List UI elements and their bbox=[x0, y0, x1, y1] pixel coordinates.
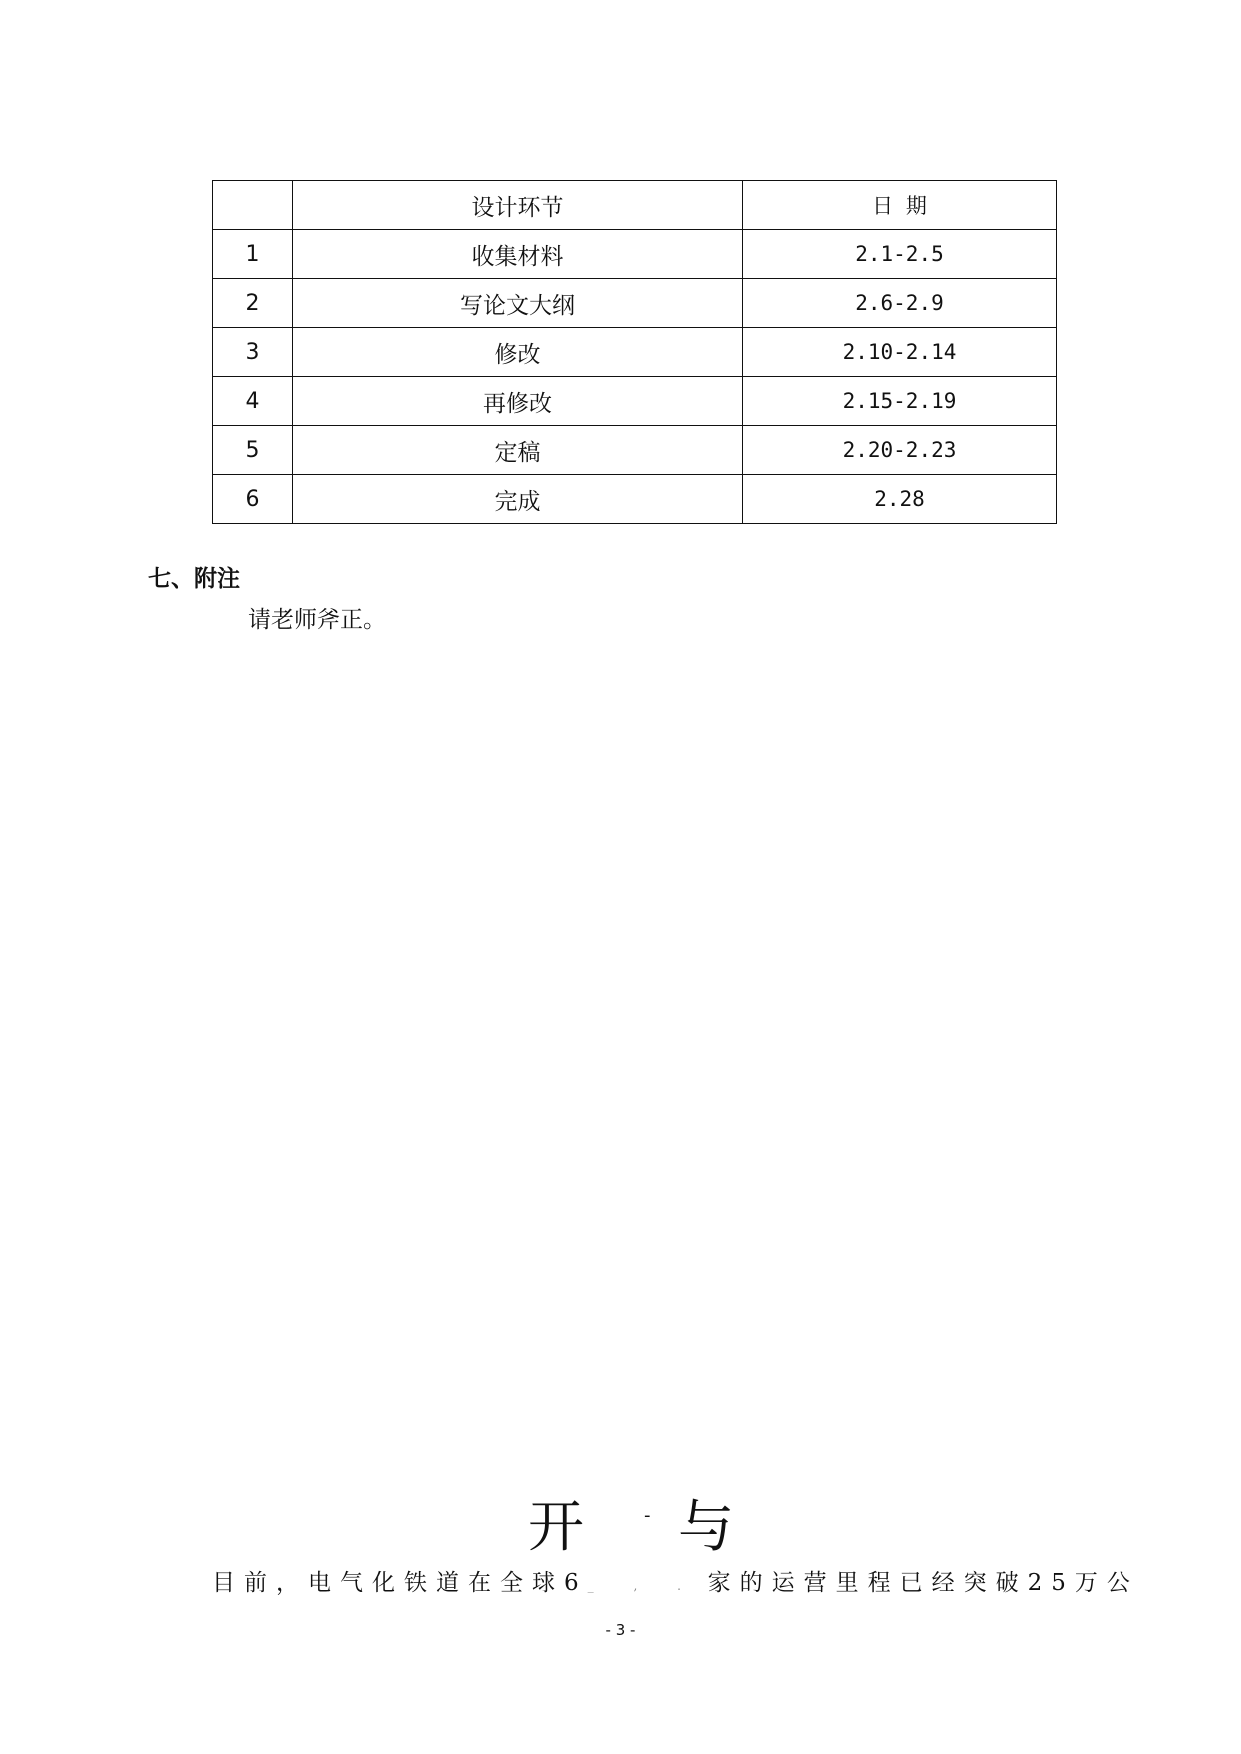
row-date: 2.15-2.19 bbox=[743, 377, 1057, 426]
header-stage: 设计环节 bbox=[293, 181, 743, 230]
table-row bbox=[213, 279, 1057, 328]
section-heading: 七、附注 bbox=[148, 566, 240, 592]
note-text: 请老师斧正。 bbox=[248, 607, 386, 633]
next-page-body-line bbox=[212, 1564, 1139, 1597]
row-date: 2.10-2.14 bbox=[743, 328, 1057, 377]
line-start: 目前，电气化铁道在全球6 bbox=[212, 1570, 588, 1596]
table-header-row bbox=[213, 181, 1057, 230]
table-row bbox=[213, 475, 1057, 524]
row-number: 2 bbox=[213, 279, 293, 328]
row-number: 5 bbox=[213, 426, 293, 475]
next-page-title bbox=[528, 1488, 748, 1568]
row-number: 3 bbox=[213, 328, 293, 377]
row-number: 1 bbox=[213, 230, 293, 279]
row-number: 6 bbox=[213, 475, 293, 524]
title-left-char: 开 bbox=[528, 1495, 584, 1560]
title-mark: - bbox=[644, 1505, 651, 1526]
row-date: 2.28 bbox=[743, 475, 1057, 524]
row-stage: 修改 bbox=[293, 328, 743, 377]
page-number: - 3 - bbox=[605, 1621, 636, 1639]
table-row bbox=[213, 230, 1057, 279]
header-date: 日 期 bbox=[743, 181, 1057, 230]
row-number: 4 bbox=[213, 377, 293, 426]
line-gap: _ , . bbox=[587, 1579, 699, 1593]
row-date: 2.1-2.5 bbox=[743, 230, 1057, 279]
table-row bbox=[213, 377, 1057, 426]
row-date: 2.20-2.23 bbox=[743, 426, 1057, 475]
row-stage: 完成 bbox=[293, 475, 743, 524]
row-stage: 写论文大纲 bbox=[293, 279, 743, 328]
row-date: 2.6-2.9 bbox=[743, 279, 1057, 328]
table-row bbox=[213, 328, 1057, 377]
table-row bbox=[213, 426, 1057, 475]
row-stage: 定稿 bbox=[293, 426, 743, 475]
header-number bbox=[213, 181, 293, 230]
row-stage: 收集材料 bbox=[293, 230, 743, 279]
schedule-table bbox=[212, 180, 1057, 524]
row-stage: 再修改 bbox=[293, 377, 743, 426]
title-right-char: 与 bbox=[678, 1495, 734, 1560]
line-end: 家的运营里程已经突破25万公 bbox=[707, 1570, 1139, 1596]
